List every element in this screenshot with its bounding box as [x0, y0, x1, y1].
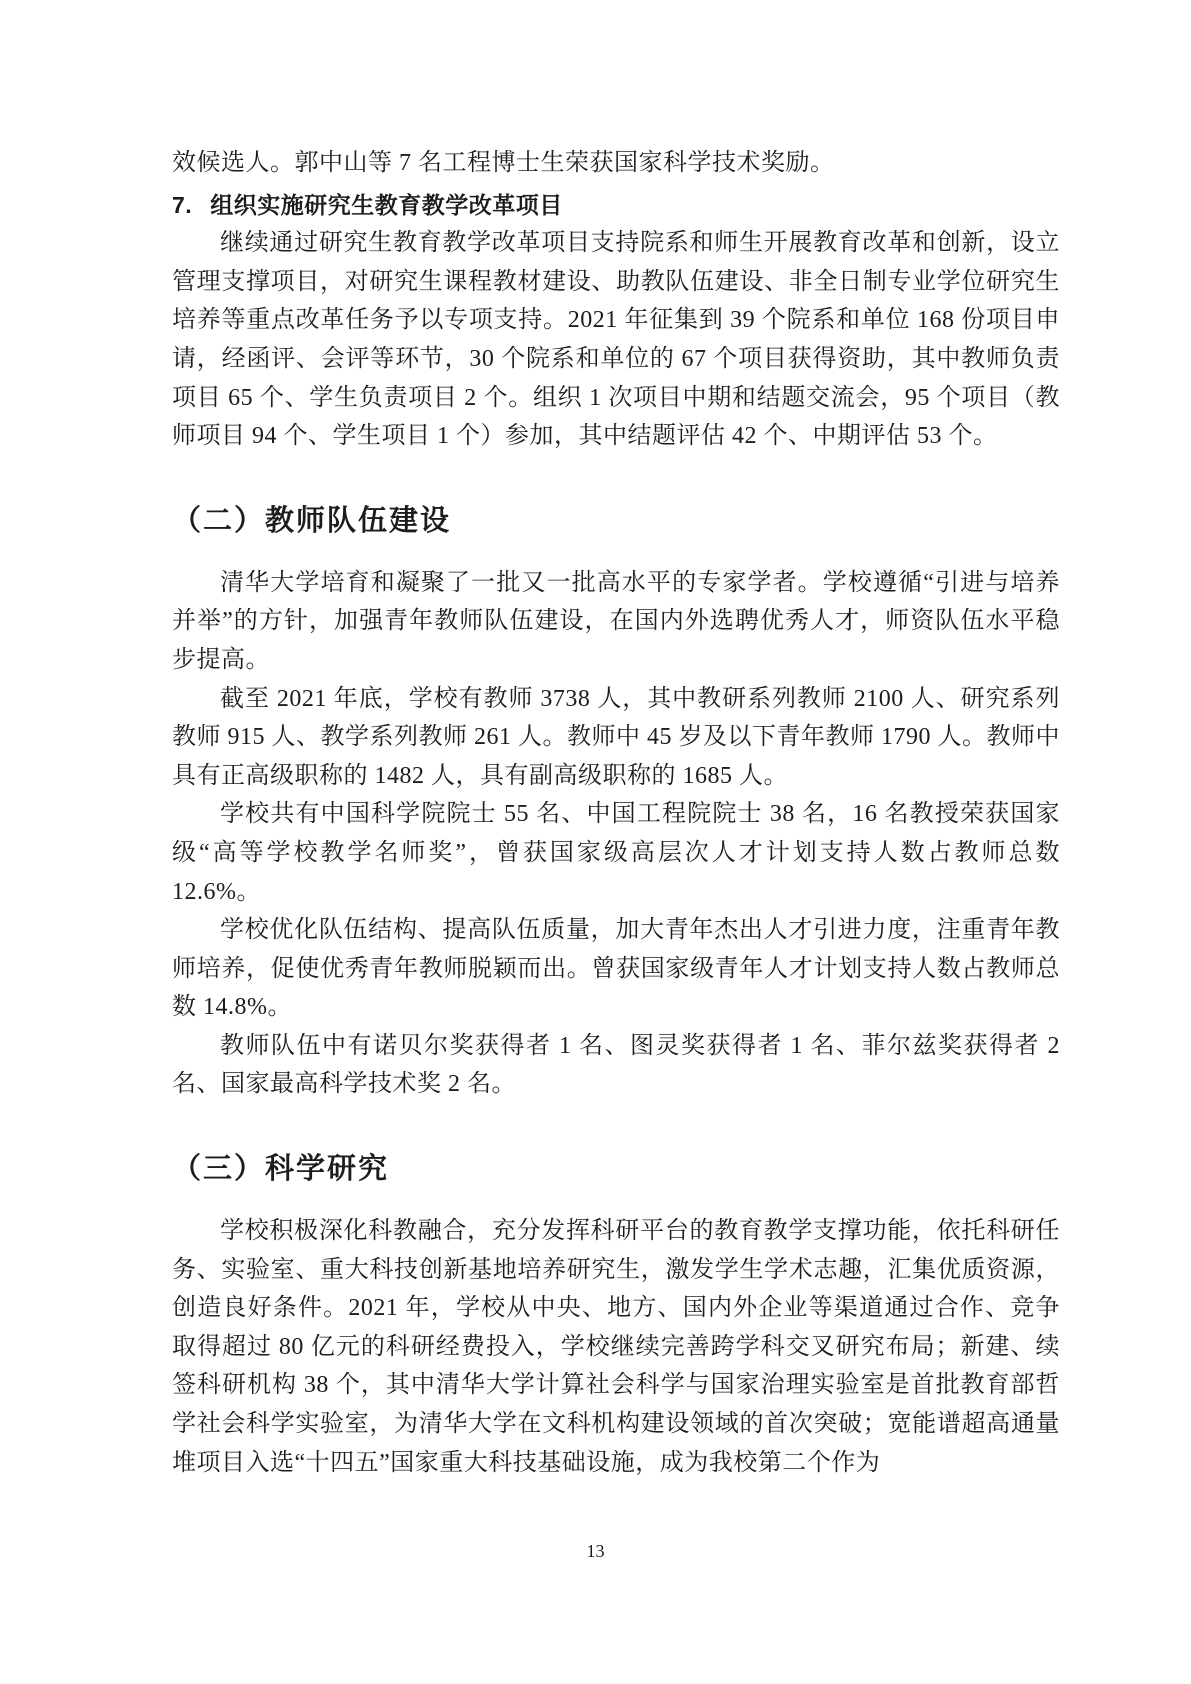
section-heading-teachers: （二）教师队伍建设 — [172, 504, 452, 537]
page-content — [172, 144, 1060, 1482]
paragraph-continuation: 效候选人。郭中山等 7 名工程博士生荣获国家科学技术奖励。 — [172, 150, 835, 176]
paragraph: 教师队伍中有诺贝尔奖获得者 1 名、图灵奖获得者 1 名、菲尔兹奖获得者 2 名、国家最高科学技术奖 2 名。 — [172, 1032, 1060, 1098]
paragraph: 学校优化队伍结构、提高队伍质量，加大青年杰出人才引进力度，注重青年教师培养，促使优秀青年教师脱颖而出。曾获国家级青年人才计划支持人数占教师总数 14.8%。 — [172, 917, 1060, 1021]
paragraph: 学校积极深化科教融合，充分发挥科研平台的教育教学支撑功能，依托科研任务、实验室、重大科技创新基地培养研究生，激发学生学术志趣，汇集优质资源，创造良好条件。2021 年，学校从中央、地方、国内外企业等渠道通过合作、竞争取得超过 80 亿元的科研经费投入，学校继续完善跨学科交叉研究布局；新建、续签科研机构 38 个，其中清华大学计算社会科学与国家治理实验室是首批教育部哲学社会科学实验室，为清华大学在文科机构建设领域的首次突破；宽能谱超高通量堆项目入选“十四五”国家重大科技基础设施，成为我校第二个作为 — [172, 1218, 1060, 1476]
heading-title: 组织实施研究生教育教学改革项目 — [210, 191, 563, 218]
paragraph: 学校共有中国科学院院士 55 名、中国工程院院士 38 名，16 名教授荣获国家级“高等学校教学名师奖”，曾获国家级高层次人才计划支持人数占教师总数 12.6%。 — [172, 801, 1060, 905]
paragraph: 清华大学培育和凝聚了一批又一批高水平的专家学者。学校遵循“引进与培养并举”的方针，加强青年教师队伍建设，在国内外选聘优秀人才，师资队伍水平稳步提高。 — [172, 569, 1060, 673]
section-heading-research: （三）科学研究 — [172, 1153, 390, 1186]
numbered-heading — [172, 186, 1060, 225]
heading-number: 7. — [172, 191, 193, 218]
paragraph: 截至 2021 年底，学校有教师 3738 人，其中教研系列教师 2100 人、研究系列教师 915 人、教学系列教师 261 人。教师中 45 岁及以下青年教师 1790 人。教师中具有正高级职称的 1482 人，具有副高级职称的 1685 人。 — [172, 685, 1060, 789]
paragraph: 继续通过研究生教育教学改革项目支持院系和师生开展教育改革和创新，设立管理支撑项目，对研究生课程教材建设、助教队伍建设、非全日制专业学位研究生培养等重点改革任务予以专项支持。2021 年征集到 39 个院系和单位 168 份项目申请，经函评、会评等环节，30 个院系和单位的 67 个项目获得资助，其中教师负责项目 65 个、学生负责项目 2 个。组织 1 次项目中期和结题交流会，95 个项目（教师项目 94 个、学生项目 1 个）参加，其中结题评估 42 个、中期评估 53 个。 — [172, 230, 1060, 450]
page-number: 13 — [586, 1541, 605, 1561]
